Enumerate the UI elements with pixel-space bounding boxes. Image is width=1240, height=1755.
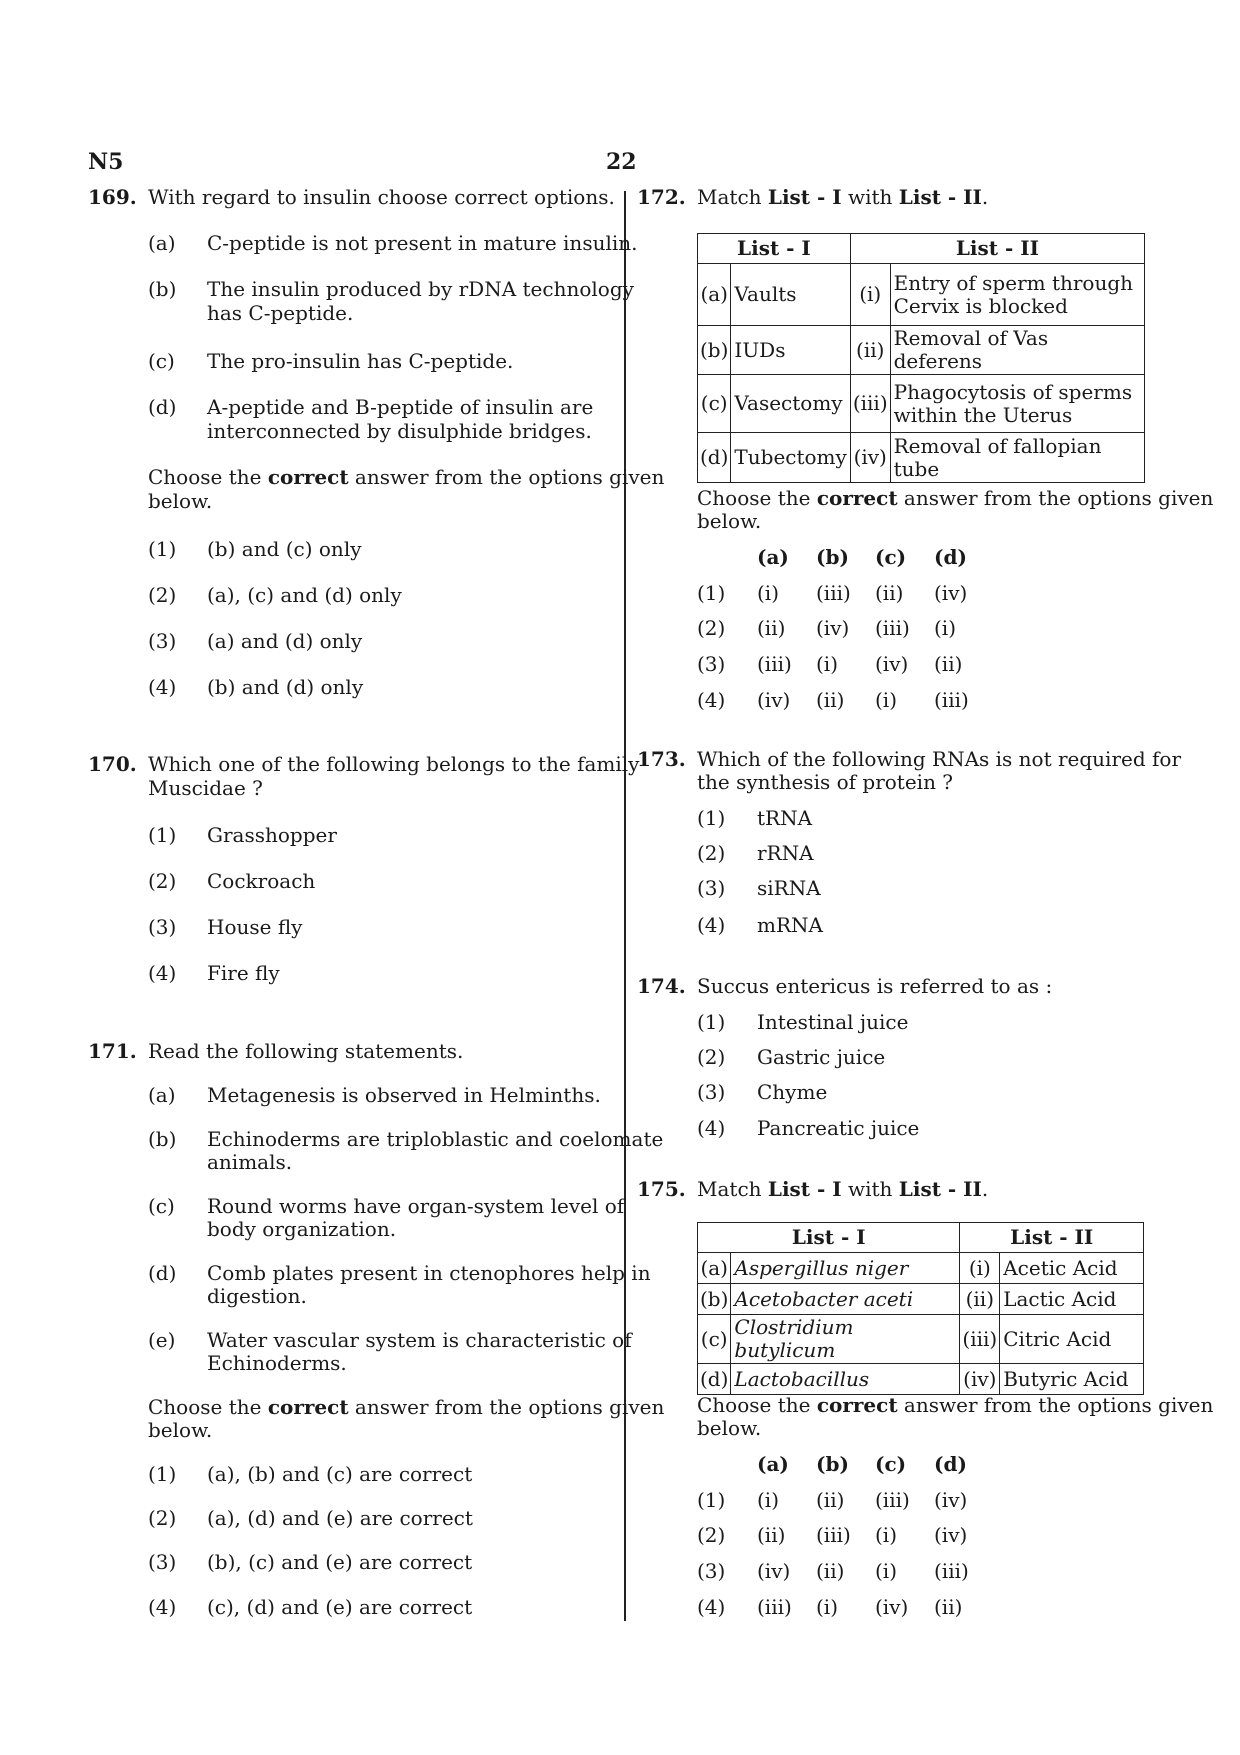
option-value: (iv) (875, 652, 909, 676)
table-cell: (c) (698, 1315, 731, 1364)
table-cell: (i) (960, 1253, 1000, 1284)
table-cell: Acetic Acid (1000, 1253, 1144, 1284)
table-cell: (b) (698, 1284, 731, 1315)
statement-text: Comb plates present in ctenophores help in (207, 1261, 651, 1285)
option-label: (1) (697, 1010, 726, 1034)
page-number: 22 (606, 149, 637, 175)
statement-text: has C-peptide. (207, 301, 354, 325)
option-text: (c), (d) and (e) are correct (207, 1595, 473, 1619)
choose-instruction: below. (148, 1418, 213, 1442)
question-text: Match List - I with List - II. (697, 1177, 989, 1201)
option-value: (iii) (757, 652, 792, 676)
statement-label: (e) (148, 1328, 176, 1352)
option-value: (iv) (757, 688, 791, 712)
table-cell: IUDs (731, 326, 850, 375)
option-value: (i) (875, 1559, 898, 1583)
option-label: (3) (697, 652, 726, 676)
option-value: (iv) (934, 1523, 968, 1547)
option-text: Intestinal juice (757, 1010, 909, 1034)
table-cell: (ii) (960, 1284, 1000, 1315)
option-text: (b) and (d) only (207, 675, 364, 699)
option-text: (a) and (d) only (207, 629, 363, 653)
statement-label: (a) (148, 1083, 176, 1107)
option-value: (iv) (934, 1488, 968, 1512)
option-text: (a), (b) and (c) are correct (207, 1462, 473, 1486)
statement-label: (b) (148, 277, 177, 301)
option-label: (2) (697, 1045, 726, 1069)
table-cell: (b) (698, 326, 731, 375)
option-text: (a), (d) and (e) are correct (207, 1506, 473, 1530)
option-text: (b), (c) and (e) are correct (207, 1550, 473, 1574)
table-cell: (ii) (850, 326, 890, 375)
option-text: (b) and (c) only (207, 537, 362, 561)
table-row (698, 1315, 1144, 1364)
option-value: (iii) (816, 1523, 851, 1547)
statement-label: (b) (148, 1127, 177, 1151)
option-label: (1) (148, 537, 177, 561)
option-label: (2) (148, 1506, 177, 1530)
choose-instruction: Choose the correct answer from the options given (697, 486, 1214, 510)
statement-text: interconnected by disulphide bridges. (207, 419, 592, 443)
option-value: (iv) (816, 616, 850, 640)
table-cell: (iv) (850, 433, 890, 483)
option-label: (4) (697, 1595, 726, 1619)
table-cell: Clostridium butylicum (731, 1315, 960, 1364)
option-label: (4) (697, 913, 726, 937)
question-number: 174. (637, 974, 686, 998)
statement-text: Water vascular system is characteristic of (207, 1328, 632, 1352)
column-head: (d) (934, 1452, 967, 1476)
table-row (698, 264, 1145, 326)
option-value: (i) (875, 1523, 898, 1547)
statement-text: animals. (207, 1150, 293, 1174)
statement-text: The pro-insulin has C-peptide. (207, 349, 514, 373)
table-cell: (d) (698, 1364, 731, 1395)
option-text: Pancreatic juice (757, 1116, 920, 1140)
question-number: 173. (637, 747, 686, 771)
table-cell: (a) (698, 264, 731, 326)
table-cell: Tubectomy (731, 433, 850, 483)
option-value: (i) (934, 616, 957, 640)
option-label: (2) (697, 616, 726, 640)
table-row (698, 1284, 1144, 1315)
option-value: (i) (875, 688, 898, 712)
option-label: (3) (148, 1550, 177, 1574)
statement-text: C-peptide is not present in mature insulin. (207, 231, 638, 255)
table-cell: Aspergillus niger (731, 1253, 960, 1284)
option-text: Gastric juice (757, 1045, 886, 1069)
option-label: (2) (148, 583, 177, 607)
option-value: (ii) (757, 1523, 786, 1547)
table-cell: Acetobacter aceti (731, 1284, 960, 1315)
option-value: (i) (757, 1488, 780, 1512)
option-text: tRNA (757, 806, 813, 830)
option-value: (i) (816, 1595, 839, 1619)
table-row (698, 326, 1145, 375)
column-head: (b) (816, 545, 849, 569)
option-value: (ii) (875, 581, 904, 605)
question-text: the synthesis of protein ? (697, 770, 954, 794)
question-text: Which of the following RNAs is not required for (697, 747, 1182, 771)
statement-label: (c) (148, 1194, 175, 1218)
table-cell: Butyric Acid (1000, 1364, 1144, 1395)
option-value: (i) (757, 581, 780, 605)
column-head: (d) (934, 545, 967, 569)
option-value: (iv) (934, 581, 968, 605)
option-value: (ii) (816, 1559, 845, 1583)
option-value: (ii) (816, 688, 845, 712)
option-label: (4) (148, 961, 177, 985)
question-text: With regard to insulin choose correct options. (148, 185, 615, 209)
statement-label: (c) (148, 349, 175, 373)
choose-instruction: Choose the correct answer from the options given (148, 465, 665, 489)
option-label: (2) (148, 869, 177, 893)
option-value: (iv) (875, 1595, 909, 1619)
table-cell: Vaults (731, 264, 850, 326)
option-value: (iii) (934, 1559, 969, 1583)
statement-text: Echinoderms are triploblastic and coelomate (207, 1127, 664, 1151)
option-value: (iii) (875, 1488, 910, 1512)
table-cell: Lactobacillus (731, 1364, 960, 1395)
table-header: List - II (960, 1223, 1144, 1253)
table-cell: (iii) (850, 375, 890, 433)
option-label: (2) (697, 1523, 726, 1547)
option-text: Chyme (757, 1080, 828, 1104)
option-value: (ii) (934, 652, 963, 676)
column-head: (b) (816, 1452, 849, 1476)
option-text: rRNA (757, 841, 814, 865)
option-label: (3) (148, 915, 177, 939)
statement-text: A-peptide and B-peptide of insulin are (207, 395, 594, 419)
question-number: 171. (88, 1039, 137, 1063)
choose-instruction: below. (697, 509, 762, 533)
option-value: (ii) (934, 1595, 963, 1619)
option-label: (1) (697, 581, 726, 605)
table-cell: Lactic Acid (1000, 1284, 1144, 1315)
option-label: (4) (148, 1595, 177, 1619)
table-header: List - I (698, 1223, 960, 1253)
option-value: (iii) (875, 616, 910, 640)
question-number: 172. (637, 185, 686, 209)
option-label: (1) (697, 806, 726, 830)
option-label: (3) (697, 876, 726, 900)
column-head: (a) (757, 1452, 789, 1476)
option-label: (4) (148, 675, 177, 699)
option-value: (iv) (757, 1559, 791, 1583)
table-cell: Removal of fallopian tube (890, 433, 1144, 483)
table-cell: (d) (698, 433, 731, 483)
option-label: (1) (148, 823, 177, 847)
question-text: Read the following statements. (148, 1039, 464, 1063)
choose-instruction: Choose the correct answer from the options given (697, 1393, 1214, 1417)
option-text: Grasshopper (207, 823, 337, 847)
option-label: (4) (697, 688, 726, 712)
table-cell: (a) (698, 1253, 731, 1284)
column-head: (a) (757, 545, 789, 569)
table-cell: Entry of sperm through Cervix is blocked (890, 264, 1144, 326)
statement-text: The insulin produced by rDNA technology (207, 277, 634, 301)
option-text: Fire fly (207, 961, 280, 985)
choose-instruction: Choose the correct answer from the options given (148, 1395, 665, 1419)
table-cell: Phagocytosis of sperms within the Uterus (890, 375, 1144, 433)
question-text: Match List - I with List - II. (697, 185, 989, 209)
option-label: (2) (697, 841, 726, 865)
table-row (698, 433, 1145, 483)
column-head: (c) (875, 545, 907, 569)
statement-text: Echinoderms. (207, 1351, 347, 1375)
option-label: (1) (697, 1488, 726, 1512)
question-number: 169. (88, 185, 137, 209)
option-label: (3) (148, 629, 177, 653)
table-cell: (iv) (960, 1364, 1000, 1395)
table-cell: (iii) (960, 1315, 1000, 1364)
option-text: Cockroach (207, 869, 316, 893)
option-text: (a), (c) and (d) only (207, 583, 402, 607)
table-row (698, 1253, 1144, 1284)
table-row (698, 1364, 1144, 1395)
statement-label: (d) (148, 395, 177, 419)
option-text: House fly (207, 915, 303, 939)
table-cell: (i) (850, 264, 890, 326)
question-text: Which one of the following belongs to the family (148, 752, 640, 776)
statement-text: Metagenesis is observed in Helminths. (207, 1083, 601, 1107)
table-cell: (c) (698, 375, 731, 433)
match-table (697, 1222, 1144, 1395)
option-value: (iii) (816, 581, 851, 605)
question-number: 170. (88, 752, 137, 776)
option-value: (ii) (757, 616, 786, 640)
option-value: (i) (816, 652, 839, 676)
option-label: (4) (697, 1116, 726, 1140)
option-value: (iii) (934, 688, 969, 712)
table-row (698, 375, 1145, 433)
question-text: Succus entericus is referred to as : (697, 974, 1053, 998)
option-text: siRNA (757, 876, 821, 900)
option-value: (iii) (757, 1595, 792, 1619)
table-cell: Removal of Vas deferens (890, 326, 1144, 375)
option-value: (ii) (816, 1488, 845, 1512)
paper-code: N5 (88, 149, 124, 175)
option-label: (3) (697, 1080, 726, 1104)
choose-instruction: below. (148, 489, 213, 513)
statement-text: body organization. (207, 1217, 397, 1241)
option-text: mRNA (757, 913, 823, 937)
choose-instruction: below. (697, 1416, 762, 1440)
statement-text: Round worms have organ-system level of (207, 1194, 625, 1218)
match-table (697, 233, 1145, 483)
question-number: 175. (637, 1177, 686, 1201)
statement-label: (a) (148, 231, 176, 255)
question-text: Muscidae ? (148, 776, 263, 800)
statement-text: digestion. (207, 1284, 307, 1308)
table-cell: Vasectomy (731, 375, 850, 433)
statement-label: (d) (148, 1261, 177, 1285)
column-head: (c) (875, 1452, 907, 1476)
table-cell: Citric Acid (1000, 1315, 1144, 1364)
option-label: (3) (697, 1559, 726, 1583)
table-header: List - II (850, 234, 1144, 264)
option-label: (1) (148, 1462, 177, 1486)
table-header: List - I (698, 234, 851, 264)
